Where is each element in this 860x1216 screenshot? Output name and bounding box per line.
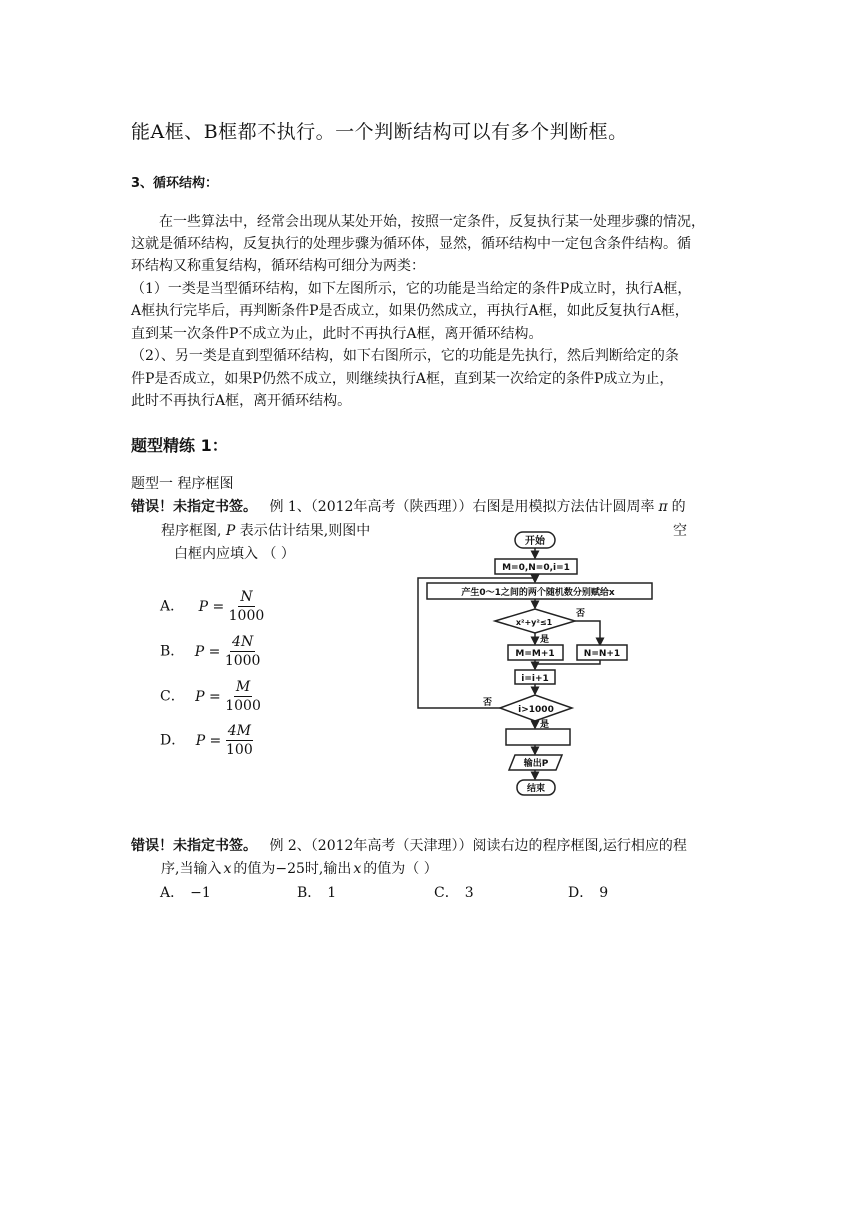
loop-condition-label: i>1000 — [518, 705, 554, 715]
option-a — [160, 588, 264, 625]
question-2-text: 序,当输入 — [161, 861, 222, 877]
question-2-text: 的值为 — [233, 861, 276, 877]
random-gen-label: 产生0～1之间的两个随机数分别赋给x — [461, 588, 615, 598]
variable-x: x — [353, 861, 362, 877]
section-heading-loop-structure: 3、循环结构： — [131, 176, 219, 191]
question-1-text: 例 1、（2012年高考（陕西理））右图是用模拟方法估计圆周率 — [269, 499, 655, 515]
numerator: N — [240, 589, 253, 605]
start-label: 开始 — [525, 536, 545, 547]
question-1-text: 程序框图, — [161, 523, 222, 539]
output-label: 输出P — [523, 759, 549, 769]
end-label: 结束 — [526, 784, 546, 794]
question-2-text: 的值为（ ） — [363, 861, 438, 877]
option-value: 9 — [599, 885, 609, 901]
error-bookmark-text: 错误！未指定书签。 — [131, 499, 257, 515]
paragraph-line: （2）、另一类是直到型循环结构，如下右图所示，它的功能是先执行，然后判断给定的条 — [131, 348, 679, 364]
q2-option-c — [434, 882, 474, 902]
blank-box — [506, 729, 570, 745]
option-label: A． — [160, 598, 185, 615]
fraction — [225, 633, 261, 670]
denominator: 100 — [226, 742, 253, 758]
paragraph-line: 直到某一次条件P不成立为止，此时不再执行A框，离开循环结构。 — [131, 326, 543, 342]
denominator: 1000 — [225, 698, 261, 714]
option-label: C． — [160, 688, 185, 705]
q2-option-a — [160, 882, 211, 902]
option-label: A． — [160, 885, 185, 901]
question-2-line-1 — [131, 835, 687, 857]
yes-label: 是 — [540, 635, 550, 645]
option-label: D． — [568, 885, 594, 901]
question-2-text: 例 2、（2012年高考（天津理））阅读右边的程序框图,运行相应的程 — [269, 838, 687, 854]
numerator: 4M — [227, 723, 251, 739]
fraction — [226, 722, 253, 759]
question-1-line-2 — [161, 520, 370, 542]
q2-option-d — [568, 882, 608, 902]
option-value: 3 — [464, 885, 474, 901]
option-value: 1 — [327, 885, 337, 901]
option-lhs: P = — [198, 598, 225, 615]
error-bookmark-text: 错误！未指定书签。 — [131, 838, 257, 854]
question-2-line-2 — [161, 858, 438, 880]
practice-heading: 题型精练 1： — [131, 436, 228, 455]
paragraph-line: （1）一类是当型循环结构，如下左图所示，它的功能是当给定的条件P成立时，执行A框， — [131, 281, 692, 297]
loop-no-label: 否 — [483, 698, 493, 708]
option-lhs: P = — [194, 643, 221, 660]
paragraph-line: A框执行完毕后，再判断条件P是否成立，如果仍然成立，再执行A框，如此反复执行A框， — [131, 303, 689, 319]
numerator: M — [235, 679, 251, 695]
continued-text-line: 能A框、B框都不执行。一个判断结构可以有多个判断框。 — [131, 121, 628, 143]
option-value: −1 — [190, 885, 211, 901]
question-1-line-1 — [131, 496, 686, 518]
numerator: 4N — [232, 634, 254, 650]
m-increment-label: M=M+1 — [515, 649, 555, 659]
paragraph-line: 此时不再执行A框，离开循环结构。 — [131, 393, 352, 409]
option-label: D． — [160, 732, 186, 749]
option-label: B． — [160, 643, 185, 660]
option-lhs: P = — [195, 732, 222, 749]
option-label: C． — [434, 885, 459, 901]
question-2-text: 时,输出 — [304, 861, 352, 877]
question-1-text: 表示估计结果,则图中 — [239, 523, 371, 539]
question-1-line-3: 白框内应填入 （ ） — [174, 546, 295, 562]
fraction — [225, 678, 261, 715]
question-type-label: 题型一 程序框图 — [131, 476, 234, 492]
n-increment-label: N=N+1 — [583, 649, 621, 659]
q2-option-b — [297, 882, 336, 902]
question-1-text-end: 空 — [673, 523, 687, 539]
paragraph-line: 环结构又称重复结构，循环结构可细分为两类： — [131, 258, 425, 274]
option-lhs: P = — [195, 688, 221, 705]
paragraph-line: 在一些算法中，经常会出现从某处开始，按照一定条件，反复执行某一处理步骤的情况， — [159, 214, 705, 230]
denominator: 1000 — [228, 608, 265, 624]
option-b — [160, 633, 260, 670]
paragraph-line: 这就是循环结构，反复执行的处理步骤为循环体，显然，循环结构中一定包含条件结构。循 — [131, 236, 691, 252]
option-c — [160, 678, 261, 715]
init-label: M=0,N=0,i=1 — [502, 563, 570, 573]
i-increment-label: i=i+1 — [521, 674, 549, 684]
option-d — [160, 722, 253, 759]
option-label: B． — [297, 885, 322, 901]
flowchart-diagram — [410, 528, 680, 800]
denominator: 1000 — [224, 653, 261, 669]
paragraph-line: 件P是否成立，如果P仍然不成立，则继续执行A框，直到某一次给定的条件P成立为止， — [131, 371, 674, 387]
input-value: −25 — [275, 861, 305, 877]
no-label: 否 — [576, 609, 586, 619]
variable-x: x — [223, 861, 232, 877]
question-1-text-end: 的 — [671, 499, 686, 515]
loop-yes-label: 是 — [540, 720, 550, 730]
variable-p: P — [225, 523, 236, 539]
condition-label: x²+y²≤1 — [515, 618, 553, 627]
pi-symbol: π — [658, 499, 668, 515]
fraction — [229, 588, 265, 625]
